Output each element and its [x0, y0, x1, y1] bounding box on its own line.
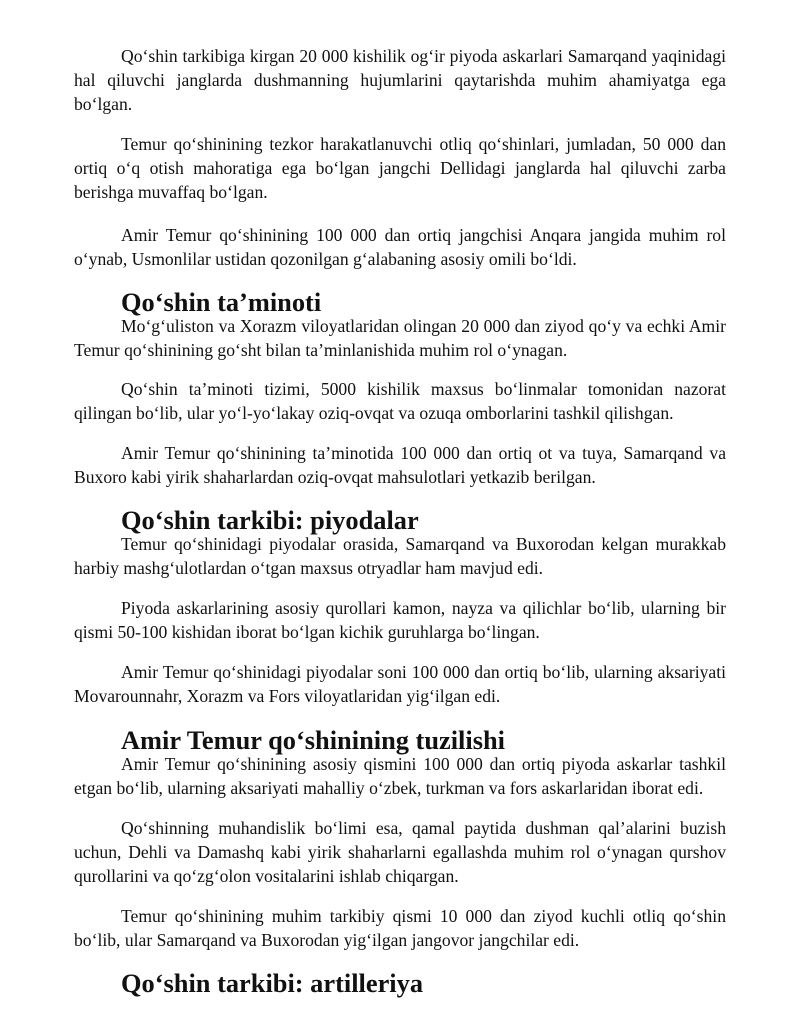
paragraph-supply-system: Qo‘shin ta’minoti tizimi, 5000 kishilik maxsus bo‘linmalar tomonidan nazorat qilingan bo‘lib, ular yo‘l-yo‘lakay oziq-ovqat va ozuqa omborlarini tashkil qilishgan.	[74, 379, 726, 423]
paragraph-supply-livestock: Mo‘g‘uliston va Xorazm viloyatlaridan olingan 20 000 dan ziyod qo‘y va echki Amir Temur qo‘shinining go‘sht bilan ta’minlanishida muhim rol o‘ynagan.	[74, 316, 726, 360]
paragraph-cavalry-core: Temur qo‘shinining muhim tarkibiy qismi 10 000 dan ziyod kuchli otliq qo‘shin bo‘lib, ular Samarqand va Buxorodan yig‘ilgan jangovor jangchilar edi.	[74, 906, 726, 950]
section-heading-structure: Amir Temur qo‘shinining tuzilishi	[121, 725, 506, 755]
paragraph-supply-horses: Amir Temur qo‘shinining ta’minotida 100 000 dan ortiq ot va tuya, Samarqand va Buxoro kabi yirik shaharlardan oziq-ovqat mahsulotlari yetkazib berilgan.	[74, 443, 726, 487]
paragraph-infantry-count: Amir Temur qo‘shinidagi piyodalar soni 100 000 dan ortiq bo‘lib, ularning aksariyati Movarounnahr, Xorazm va Fors viloyatlaridan yig‘ilgan edi.	[74, 662, 726, 706]
paragraph-infantry-samarkand: Qo‘shin tarkibiga kirgan 20 000 kishilik og‘ir piyoda askarlari Samarqand yaqinidagi hal qiluvchi janglarda dushmanning hujumlarini qaytarishda muhim ahamiyatga ega bo‘lgan.	[74, 46, 726, 114]
paragraph-cavalry-delhi: Temur qo‘shinining tezkor harakatlanuvchi otliq qo‘shinlari, jumladan, 50 000 dan ortiq o‘q otish mahoratiga ega bo‘lgan jangchi Dellidagi janglarda hal qiluvchi zarba berishga muvaffaq bo‘lgan.	[74, 134, 726, 202]
paragraph-engineering-unit: Qo‘shinning muhandislik bo‘limi esa, qamal paytida dushman qal’alarini buzish uchun, Dehli va Damashq kabi yirik shaharlarni egallashda muhim rol o‘ynagan qurshov qurollarini va qo‘zg‘olon vositalarini ishlab chiqargan.	[74, 818, 726, 886]
section-heading-supply: Qo‘shin ta’minoti	[121, 287, 322, 317]
section-heading-infantry: Qo‘shin tarkibi: piyodalar	[121, 505, 419, 535]
paragraph-infantry-training: Temur qo‘shinidagi piyodalar orasida, Samarqand va Buxorodan kelgan murakkab harbiy mashg‘ulotlardan o‘tgan maxsus otryadlar ham mavjud edi.	[74, 534, 726, 578]
paragraph-structure-core: Amir Temur qo‘shinining asosiy qismini 100 000 dan ortiq piyoda askarlar tashkil etgan bo‘lib, ularning aksariyati mahalliy o‘zbek, turkman va fors askarlaridan iborat edi.	[74, 754, 726, 798]
section-heading-artillery: Qo‘shin tarkibi: artilleriya	[121, 968, 424, 998]
paragraph-ankara-battle: Amir Temur qo‘shinining 100 000 dan ortiq jangchisi Anqara jangida muhim rol o‘ynab, Usmonlilar ustidan qozonilgan g‘alabaning asosiy omili bo‘ldi.	[74, 225, 726, 269]
paragraph-infantry-weapons: Piyoda askarlarining asosiy qurollari kamon, nayza va qilichlar bo‘lib, ularning bir qismi 50-100 kishidan iborat bo‘lgan kichik guruhlarga bo‘lingan.	[74, 598, 726, 642]
